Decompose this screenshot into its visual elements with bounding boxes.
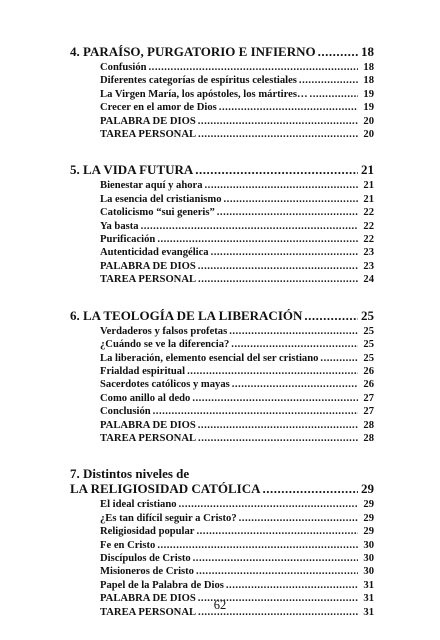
entry-page: 29 xyxy=(363,512,374,524)
entry-page: 25 xyxy=(363,339,374,351)
entry-title: El ideal cristiano xyxy=(100,499,177,511)
toc-entry xyxy=(70,432,374,445)
entry-page: 30 xyxy=(363,566,374,578)
entry-page: 27 xyxy=(363,392,374,404)
entry-title: Religiosidad popular xyxy=(100,526,195,538)
entry-title: Misioneros de Cristo xyxy=(100,566,194,578)
dot-leader xyxy=(198,128,358,141)
section-pre-title: 7. Distintos niveles de xyxy=(70,466,190,482)
toc-entry xyxy=(70,352,374,365)
toc-entry xyxy=(70,378,374,391)
entry-page: 31 xyxy=(363,606,374,618)
dot-leader xyxy=(157,539,358,552)
entry-title: ¿Es tan difícil seguir a Cristo? xyxy=(100,512,237,524)
table-of-contents xyxy=(70,44,374,640)
dot-leader xyxy=(262,481,358,496)
section-heading xyxy=(70,44,374,59)
dot-leader xyxy=(196,565,358,578)
section-heading xyxy=(70,481,374,496)
dot-leader xyxy=(198,419,358,432)
dot-leader xyxy=(197,525,359,538)
entry-title: Purificación xyxy=(100,234,156,246)
entry-page: 25 xyxy=(363,352,374,364)
dot-leader xyxy=(192,392,358,405)
entry-page: 28 xyxy=(363,419,374,431)
dot-leader xyxy=(198,115,358,128)
entry-page: 19 xyxy=(363,88,374,100)
dot-leader xyxy=(211,246,358,259)
section-title: LA RELIGIOSIDAD CATÓLICA xyxy=(70,481,261,497)
entry-title: La Virgen María, los apóstoles, los mártires… xyxy=(100,88,308,100)
entry-title: Conclusión xyxy=(100,406,151,418)
entry-title: Verdaderos y falsos profetas xyxy=(100,325,228,337)
toc-entry xyxy=(70,193,374,206)
dot-leader xyxy=(205,179,358,192)
section-heading xyxy=(70,308,374,323)
entry-title: Crecer en el amor de Dios xyxy=(100,102,217,114)
toc-entry xyxy=(70,498,374,511)
toc-entry xyxy=(70,246,374,259)
dot-leader xyxy=(299,74,358,87)
dot-leader xyxy=(187,365,358,378)
dot-leader xyxy=(232,378,358,391)
toc-entry xyxy=(70,392,374,405)
dot-leader xyxy=(149,61,358,74)
entry-title: Catolicismo “sui generis” xyxy=(100,207,215,219)
entry-title: Ya basta xyxy=(100,220,139,232)
toc-entry xyxy=(70,61,374,74)
entry-page: 31 xyxy=(363,593,374,605)
entry-title: Fe en Cristo xyxy=(100,539,156,551)
dot-leader xyxy=(231,338,358,351)
entry-title: Sacerdotes católicos y mayas xyxy=(100,379,230,391)
section-page: 25 xyxy=(361,307,374,323)
entry-title: TAREA PERSONAL xyxy=(100,129,197,141)
toc-entry xyxy=(70,220,374,233)
toc-entry xyxy=(70,128,374,141)
dot-leader xyxy=(198,260,358,273)
entry-page: 22 xyxy=(363,220,374,232)
entry-title: La liberación, elemento esencial del ser cristiano xyxy=(100,352,319,364)
entry-page: 31 xyxy=(363,579,374,591)
dot-leader xyxy=(141,220,358,233)
entry-title: TAREA PERSONAL xyxy=(100,274,197,286)
toc-entry xyxy=(70,539,374,552)
toc-entry xyxy=(70,419,374,432)
dot-leader xyxy=(157,233,358,246)
entry-title: Frialdad espiritual xyxy=(100,365,186,377)
entry-title: Confusión xyxy=(100,62,147,73)
entry-page: 21 xyxy=(363,193,374,205)
toc-entry xyxy=(70,579,374,592)
toc-section xyxy=(70,308,374,446)
entry-page: 22 xyxy=(363,234,374,246)
entry-page: 18 xyxy=(363,75,374,87)
entry-title: TAREA PERSONAL xyxy=(100,432,197,444)
dot-leader xyxy=(193,552,358,565)
toc-entry xyxy=(70,512,374,525)
toc-section xyxy=(70,44,374,141)
toc-entry xyxy=(70,273,374,286)
entry-page: 19 xyxy=(363,102,374,114)
entry-page: 25 xyxy=(363,325,374,337)
dot-leader xyxy=(153,405,358,418)
entry-title: TAREA PERSONAL xyxy=(100,606,197,618)
section-page: 29 xyxy=(361,481,374,497)
toc-section xyxy=(70,162,374,286)
entry-page: 20 xyxy=(363,129,374,141)
section-page: 18 xyxy=(361,44,374,59)
entry-title: PALABRA DE DIOS xyxy=(100,260,196,272)
toc-entry xyxy=(70,101,374,114)
entry-page: 20 xyxy=(363,115,374,127)
toc-entry xyxy=(70,233,374,246)
entry-page: 26 xyxy=(363,379,374,391)
entry-title: PALABRA DE DIOS xyxy=(100,419,196,431)
entry-page: 23 xyxy=(363,247,374,259)
entry-page: 30 xyxy=(363,539,374,551)
dot-leader xyxy=(224,193,358,206)
dot-leader xyxy=(219,101,358,114)
dot-leader xyxy=(229,325,358,338)
entry-page: 29 xyxy=(363,526,374,538)
toc-entry xyxy=(70,179,374,192)
section-title: 6. LA TEOLOGÍA DE LA LIBERACIÓN xyxy=(70,307,303,323)
toc-entry xyxy=(70,338,374,351)
toc-entry xyxy=(70,74,374,87)
entry-page: 22 xyxy=(363,207,374,219)
entry-page: 23 xyxy=(363,260,374,272)
entry-page: 26 xyxy=(363,365,374,377)
entry-page: 18 xyxy=(363,62,374,73)
entry-title: La esencia del cristianismo xyxy=(100,193,222,205)
entry-title: ¿Cuándo se ve la diferencia? xyxy=(100,339,230,351)
section-title: 4. PARAÍSO, PURGATORIO E INFIERNO xyxy=(70,44,316,59)
dot-leader xyxy=(320,352,358,365)
toc-entry xyxy=(70,365,374,378)
toc-entry xyxy=(70,206,374,219)
toc-section xyxy=(70,466,374,619)
entry-page: 21 xyxy=(363,180,374,192)
toc-entry xyxy=(70,325,374,338)
dot-leader xyxy=(226,579,358,592)
toc-entry xyxy=(70,115,374,128)
section-title: 5. LA VIDA FUTURA xyxy=(70,162,194,178)
dot-leader xyxy=(198,273,358,286)
entry-title: PALABRA DE DIOS xyxy=(100,593,196,605)
toc-entry xyxy=(70,565,374,578)
toc-entry xyxy=(70,405,374,418)
dot-leader xyxy=(318,44,358,59)
section-page: 21 xyxy=(361,162,374,178)
dot-leader xyxy=(310,88,358,101)
entry-title: Autenticidad evangélica xyxy=(100,247,209,259)
entry-page: 30 xyxy=(363,552,374,564)
dot-leader xyxy=(217,206,358,219)
entry-title: Como anillo al dedo xyxy=(100,392,191,404)
dot-leader xyxy=(304,308,358,323)
entry-page: 29 xyxy=(363,499,374,511)
toc-entry xyxy=(70,88,374,101)
toc-entry xyxy=(70,525,374,538)
dot-leader xyxy=(179,498,358,511)
entry-title: Bienestar aquí y ahora xyxy=(100,180,203,192)
entry-title: Papel de la Palabra de Dios xyxy=(100,579,224,591)
dot-leader xyxy=(239,512,358,525)
dot-leader xyxy=(195,162,358,177)
dot-leader xyxy=(198,432,358,445)
entry-page: 27 xyxy=(363,406,374,418)
entry-page: 24 xyxy=(363,274,374,286)
entry-title: PALABRA DE DIOS xyxy=(100,115,196,127)
toc-entry xyxy=(70,260,374,273)
page-number: 62 xyxy=(213,598,227,612)
entry-title: Diferentes categorías de espíritus celestiales xyxy=(100,75,297,87)
entry-title: Discípulos de Cristo xyxy=(100,552,191,564)
toc-entry xyxy=(70,552,374,565)
entry-page: 28 xyxy=(363,432,374,444)
section-heading xyxy=(70,162,374,177)
